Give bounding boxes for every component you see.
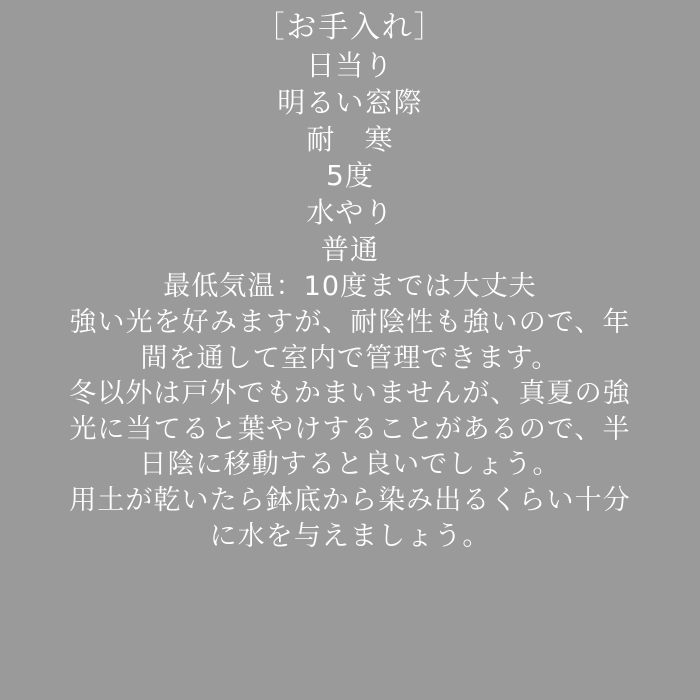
description-line-2: 間を通して室内で管理できます。 <box>140 342 560 374</box>
description-line-6: 用土が乾いたら鉢底から染み出るくらい十分 <box>69 485 631 517</box>
care-label-watering: 水やり <box>306 196 394 230</box>
care-value-watering: 普通 <box>320 233 380 267</box>
care-value-cold-tolerance: 5度 <box>325 159 375 193</box>
description-line-4: 光に当てると葉やけすることがあるので、半 <box>69 413 631 445</box>
care-label-sunlight: 日当り <box>306 48 394 82</box>
description-line-5: 日陰に移動すると良いでしょう。 <box>139 449 561 481</box>
description-line-1: 強い光を好みますが、耐陰性も強いので、年 <box>69 306 631 338</box>
care-value-sunlight: 明るい窓際 <box>277 85 423 119</box>
minimum-temperature-note: 最低気温：10度までは大丈夫 <box>163 271 537 303</box>
description-line-3: 冬以外は戸外でもかまいませんが、真夏の強 <box>69 378 631 410</box>
description-line-7: に水を与えましょう。 <box>209 520 491 552</box>
page-title: ［お手入れ］ <box>254 10 446 45</box>
care-label-cold-tolerance: 耐 寒 <box>306 122 394 156</box>
